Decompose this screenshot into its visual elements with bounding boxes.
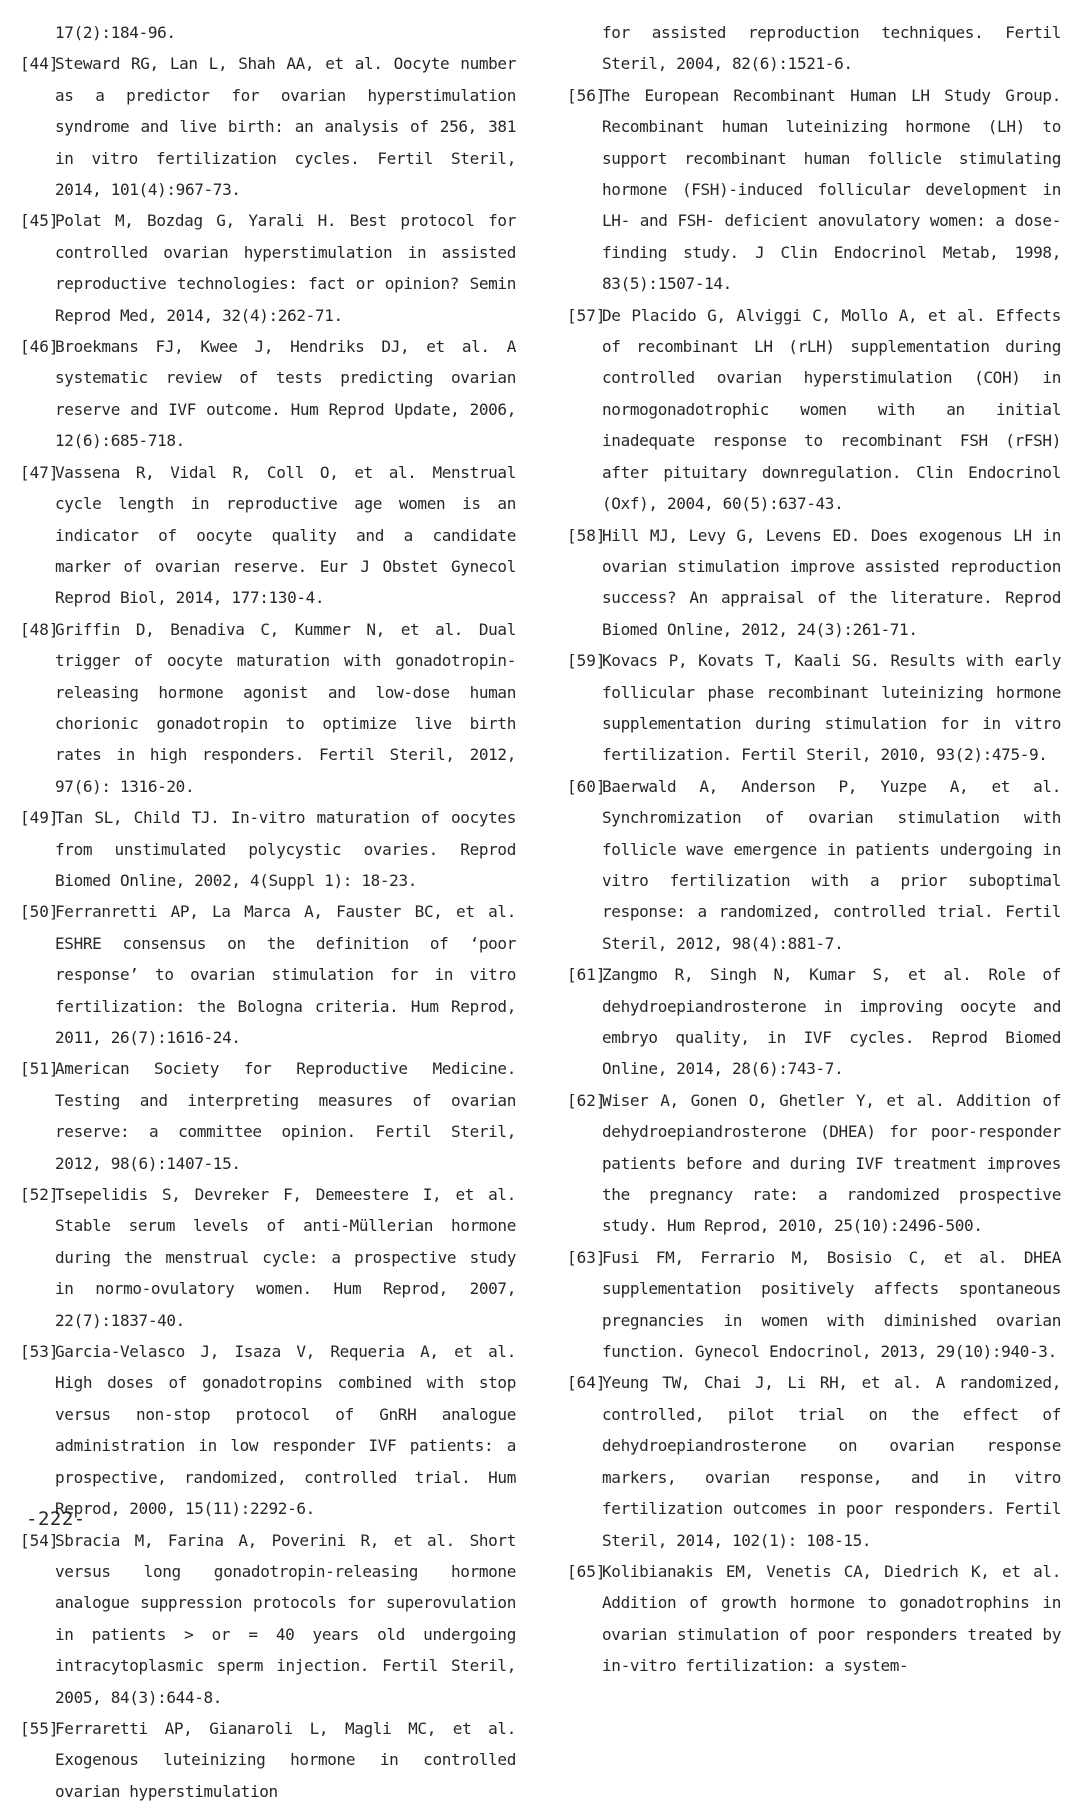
reference-text: American Society for Reproductive Medicine. Testing and interpreting measures of ovarian reserve: a committee opinion. Fertil Steril, 2012, 98(6):1407-15.: [55, 1059, 516, 1173]
reference-text: Kolibianakis EM, Venetis CA, Diedrich K, et al. Addition of growth hormone to gonadotrophins in ovarian stimulation of poor responders treated by in-vitro fertilization: a system-: [602, 1561, 1061, 1676]
reference-51: [20, 1053, 516, 1179]
reference-number: [58]: [567, 525, 606, 545]
reference-text: Fusi FM, Ferrario M, Bosisio C, et al. DHEA supplementation positively affects spontaneous pregnancies in women with diminished ovarian function. Gynecol Endocrinol, 2013, 29(10):940-3.: [602, 1247, 1061, 1362]
reference-text: Baerwald A, Anderson P, Yuzpe A, et al. Synchromization of ovarian stimulation with follicle wave emergence in patients undergoing in vitro fertilization with a prior suboptimal response: a randomized, controlled trial. Fertil Steril, 2012, 98(4):881-7.: [602, 776, 1061, 953]
reference-number: [46]: [20, 337, 59, 357]
reference-57: [567, 300, 1061, 520]
reference-number: [51]: [20, 1059, 59, 1079]
reference-53: [20, 1336, 516, 1524]
reference-number: [45]: [20, 211, 59, 231]
reference-number: [59]: [567, 651, 606, 671]
reference-number: [64]: [567, 1373, 606, 1393]
reference-text: Ferraretti AP, Gianaroli L, Magli MC, et al. Exogenous luteinizing hormone in controlled ovarian hyperstimulation: [55, 1718, 516, 1801]
reference-65: [567, 1556, 1061, 1682]
reference-44: [20, 48, 516, 205]
reference-number: [65]: [567, 1561, 606, 1581]
reference-number: [62]: [567, 1090, 606, 1110]
reference-number: [50]: [20, 902, 59, 922]
reference-number: [49]: [20, 808, 59, 828]
reference-number: [52]: [20, 1185, 59, 1205]
reference-text: Kovacs P, Kovats T, Kaali SG. Results with early follicular phase recombinant luteinizing hormone supplementation during stimulation for in vitro fertilization. Fertil Steril, 2010, 93(2):475-9.: [602, 651, 1061, 765]
reference-63: [567, 1242, 1061, 1368]
continuation-text: for assisted reproduction techniques. Fertil Steril, 2004, 82(6):1521-6.: [602, 23, 1061, 74]
reference-46: [20, 331, 516, 457]
reference-54: [20, 1525, 516, 1713]
reference-52: [20, 1179, 516, 1336]
reference-number: [63]: [567, 1247, 606, 1267]
reference-48: [20, 614, 516, 802]
reference-text: Tan SL, Child TJ. In-vitro maturation of oocytes from unstimulated polycystic ovaries. Reprod Biomed Online, 2002, 4(Suppl 1): 18-23.: [55, 808, 516, 890]
reference-text: Broekmans FJ, Kwee J, Hendriks DJ, et al. A systematic review of tests predicting ovarian reserve and IVF outcome. Hum Reprod Update, 2006, 12(6):685-718.: [55, 337, 516, 451]
reference-55: [20, 1713, 516, 1807]
reference-number: [55]: [20, 1718, 59, 1738]
reference-text: Sbracia M, Farina A, Poverini R, et al. Short versus long gonadotropin-releasing hormone analogue suppression protocols for superovulation in patients > or = 40 years old undergoing intracytoplasmic sperm injection. Fertil Steril, 2005, 84(3):644-8.: [55, 1530, 516, 1707]
reference-60: [567, 771, 1061, 959]
reference-text: Polat M, Bozdag G, Yarali H. Best protocol for controlled ovarian hyperstimulation in assisted reproductive technologies: fact or opinion? Semin Reprod Med, 2014, 32(4):262-71.: [55, 211, 516, 325]
reference-62: [567, 1085, 1061, 1242]
reference-58: [567, 520, 1061, 646]
reference-text: De Placido G, Alviggi C, Mollo A, et al. Effects of recombinant LH (rLH) supplementation during controlled ovarian hyperstimulation (COH) in normogonadotrophic women with an initial inadequate response to recombinant FSH (rFSH) after pituitary downregulation. Clin Endocrinol (Oxf), 2004, 60(5):637-43.: [602, 305, 1061, 514]
reference-text: Ferranretti AP, La Marca A, Fauster BC, et al. ESHRE consensus on the definition of ‘poor response’ to ovarian stimulation for in vitro fertilization: the Bologna criteria. Hum Reprod, 2011, 26(7):1616-24.: [55, 902, 516, 1047]
reference-text: Vassena R, Vidal R, Coll O, et al. Menstrual cycle length in reproductive age women is an indicator of oocyte quality and a candidate marker of ovarian reserve. Eur J Obstet Gynecol Reprod Biol, 2014, 177:130-4.: [55, 462, 516, 608]
reference-number: [54]: [20, 1530, 59, 1550]
reference-text: Griffin D, Benadiva C, Kummer N, et al. Dual trigger of oocyte maturation with gonadotropin-releasing hormone agonist and low-dose human chorionic gonadotropin to optimize live birth rates in high responders. Fertil Steril, 2012, 97(6): 1316-20.: [55, 619, 516, 796]
reference-number: [60]: [567, 776, 606, 796]
reference-text: Hill MJ, Levy G, Levens ED. Does exogenous LH in ovarian stimulation improve assisted reproduction success? An appraisal of the literature. Reprod Biomed Online, 2012, 24(3):261-71.: [602, 525, 1061, 639]
reference-45: [20, 205, 516, 331]
reference-text: Wiser A, Gonen O, Ghetler Y, et al. Addition of dehydroepiandrosterone (DHEA) for poor-responder patients before and during IVF treatment improves the pregnancy rate: a randomized prospective study. Hum Reprod, 2010, 25(10):2496-500.: [602, 1090, 1061, 1236]
reference-59: [567, 645, 1061, 771]
reference-56: [567, 80, 1061, 300]
reference-64: [567, 1367, 1061, 1555]
left-column: [20, 17, 516, 1807]
page-number: -222-: [26, 1508, 86, 1530]
reference-number: [48]: [20, 619, 59, 639]
reference-number: [47]: [20, 462, 59, 482]
reference-50: [20, 896, 516, 1053]
reference-number: [44]: [20, 54, 59, 74]
reference-number: [57]: [567, 305, 606, 325]
reference-text: Yeung TW, Chai J, Li RH, et al. A randomized, controlled, pilot trial on the effect of dehydroepiandrosterone on ovarian response markers, ovarian response, and in vitro fertilization outcomes in poor responders. Fertil Steril, 2014, 102(1): 108-15.: [602, 1373, 1061, 1550]
continuation-text: 17(2):184-96.: [55, 23, 176, 42]
reference-49: [20, 802, 516, 896]
reference-61: [567, 959, 1061, 1085]
right-column: [567, 17, 1061, 1682]
reference-text: The European Recombinant Human LH Study Group. Recombinant human luteinizing hormone (LH) to support recombinant human follicle stimulating hormone (FSH)-induced follicular development in LH- and FSH- deficient anovulatory women: a dose-finding study. J Clin Endocrinol Metab, 1998, 83(5):1507-14.: [602, 85, 1061, 294]
reference-number: [56]: [567, 85, 606, 105]
reference-text: Tsepelidis S, Devreker F, Demeestere I, et al. Stable serum levels of anti-Müllerian hormone during the menstrual cycle: a prospective study in normo-ovulatory women. Hum Reprod, 2007, 22(7):1837-40.: [55, 1185, 516, 1330]
reference-number: [53]: [20, 1342, 59, 1362]
reference-text: Zangmo R, Singh N, Kumar S, et al. Role of dehydroepiandrosterone in improving oocyte and embryo quality, in IVF cycles. Reprod Biomed Online, 2014, 28(6):743-7.: [602, 965, 1061, 1079]
reference-number: [61]: [567, 965, 606, 985]
reference-47: [20, 457, 516, 614]
reference-text: Garcia-Velasco J, Isaza V, Requeria A, et al. High doses of gonadotropins combined with stop versus non-stop protocol of GnRH analogue administration in low responder IVF patients: a prospective, randomized, controlled trial. Hum Reprod, 2000, 15(11):2292-6.: [55, 1342, 516, 1519]
reference-text: Steward RG, Lan L, Shah AA, et al. Oocyte number as a predictor for ovarian hyperstimulation syndrome and live birth: an analysis of 256, 381 in vitro fertilization cycles. Fertil Steril, 2014, 101(4):967-73.: [55, 54, 516, 200]
